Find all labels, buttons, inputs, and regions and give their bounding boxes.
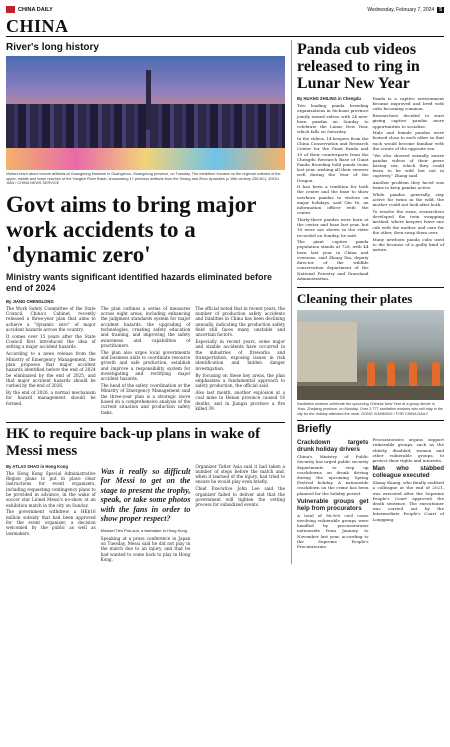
paper-name: CHINA DAILY: [18, 6, 53, 13]
article-paragraph: The official noted that in recent years, the number of production safety accidents and fatalities in China has been declining annually, indicating the production safety field still faces many unstable and uncertain factors.: [195, 305, 286, 338]
article-paragraph: It has been a tradition for both the center and the base to show newborn pandas to visitors on major holidays, said Qiu Ye, an information officer with the center.: [297, 184, 369, 216]
article-paragraph: Speaking at a press conference in Japan on Tuesday, Messi said he did not play in the match due to an injury, and that he had wanted to come back to play in Hong Kong.: [100, 535, 191, 562]
article-paragraph: Another problem they faced was twins to keep pandas active.: [372, 180, 444, 191]
article-paragraph: The Work Safety Committee of the State Council, China's Cabinet, recently released a three-year plan that aims to achieve a "dynamic zero" of major accident hazards across the country.: [6, 305, 96, 332]
main-headline[interactable]: Govt aims to bring major work accidents to a 'dynamic zero': [6, 191, 257, 267]
article-paragraph: In the videos, 14 keepers from the China Conservation and Research Center for the Giant Panda and 10 of their counterparts from the Chengdu Research Base of Giant Panda Breeding hold panda twins last year, wishing all their viewers well during the Year of the Dragon.: [297, 135, 369, 183]
panda-headline[interactable]: Panda cub videos released to ring in Lunar New Year: [297, 41, 420, 92]
article-paragraph: Panda is a captive environment became improved and bred with cubs becoming common.: [372, 96, 444, 112]
brief-body: A total of 96,000 civil cases involving vulnerable groups were handled by procuratorates nationwide from January to November last year, according to the Supreme People's Procuratorate.: [297, 512, 369, 550]
article-paragraph: Also last month, another explosion at a coal mine in Henan province caused 16 deaths, and in Jiangxi province a fire killed 39.: [195, 390, 286, 411]
main-byline: By JIANG CHENGLONG: [6, 298, 54, 304]
section-title: CHINA: [6, 16, 69, 36]
pull-quote: Was it really so difficult for Messi to get on the stage to present the trophy, speak, or take some photos with the fans in order to show proper respect?: [100, 466, 191, 523]
panda-article-body: [297, 96, 444, 282]
brief-body: Zhang Kuang, who fatally stabbed a colleague at the end of 2021, was executed after the Supreme People's Court approved the death sentence. The executioner was carried out by the Intermediate People's Court of Longgang.: [372, 480, 444, 522]
article-paragraph: Two leading panda breeding organizations in Sichuan province jointly issued videos with 24 new-born pandas on Sunday to celebrate the Lunar New Year, which falls on Saturday.: [297, 103, 369, 135]
brief-body: Procuratorates organs support vulnerable groups, such as the elderly, disabled, women and other vulnerable groups, to protect their rights and interests.: [372, 437, 444, 463]
hk-byline: By ATLAS SHAO in Hong Kong: [6, 463, 68, 469]
brief-headline[interactable]: Vulnerable groups get help from procurators: [297, 497, 369, 512]
issue-date: Wednesday, February 7, 2024: [367, 6, 435, 13]
panda-byline: By HUANG ZHILING in Chengdu: [297, 96, 361, 101]
article-paragraph: Chief Executive John Lee said the organizer failed to deliver and that the government will tighten the vetting process for subsidized events.: [195, 486, 286, 508]
photo-caption: Visitors learn about bronze artifacts at Guangdong Museum in Guangzhou, Guangdong province, on Tuesday. The exhibition focuses on the regional cultures of the upper, middle and lower reaches of the Yangtze River Basin, showcasing 17 precious artifacts from the Shang and Zhou dynasties (c 16th century-256 BC). ZHOU JIAN / CHINA NEWS SERVICE: [6, 172, 281, 186]
main-article-body: [6, 306, 285, 417]
article-paragraph: According to a news release from the Ministry of Emergency Management, the plan proposes that major accident hazards identified before the end of 2024 be eliminated by the end of 2025, and that major accident hazards should be curbed by the end of 2026.: [6, 351, 96, 389]
article-paragraph: Many newborn panda cubs used to die because of a guilty kind of nature.: [372, 236, 444, 252]
museum-photo: [6, 56, 285, 170]
right-column: [291, 40, 444, 564]
article-paragraph: The head of the safety coordination at the Ministry of Emergency Management said the three-year plan is a strategic move based on a comprehensive analysis of the current situation and production safety tasks.: [100, 383, 191, 415]
hk-headline[interactable]: HK to require back-up plans in wake of Messi mess: [6, 425, 261, 459]
cleaning-headline[interactable]: Cleaning their plates: [297, 287, 444, 307]
article-paragraph: The plan also urges local governments and business units to coordinate resource growth and safe production, establish and improve a responsibility system for investigating and rectifying major accident hazards.: [100, 349, 191, 382]
brief-headline[interactable]: Crackdown targets drunk holiday drivers: [297, 439, 369, 454]
article-paragraph: Thirty-three pandas were born at the center and base last year, but 18 were not shown in the video recorded on Sunday, he said.: [297, 216, 369, 238]
photo-kicker: River's long history: [6, 42, 99, 53]
photo-caption: Sanitation workers celebrate the upcoming Chinese New Year at a group dinner in Yiwu, Zhejiang province, on Monday. Over 2,777 sanitation workers who will stay in the city for the holiday attended the meal. GONG XIANMING / FOR CHINA DAILY: [297, 402, 444, 416]
article-paragraph: The Hong Kong Special Administrative Region plans to put in place clear instructions for event organizers, including requesting contingency plans to be provided in advance, in the wake of soccer star Lionel Messi's no-show at an exhibition match in the city on Sunday.: [6, 470, 96, 508]
china-daily-logo-icon: [6, 6, 15, 13]
article-paragraph: The government withdrew a HK$16 million subsidy that had been approved for the event organizer, a decision welcomed by the public as well as lawmakers.: [6, 509, 96, 536]
sanitation-workers-photo: [297, 310, 444, 400]
article-paragraph: It comes over 15 years after the State Council first introduced the idea of setting a major accident hazards.: [6, 333, 96, 350]
briefs-list: [297, 437, 444, 551]
article-paragraph: The plan outlines a series of measures across eight areas, including enhancing the judgment standards system for major accident hazards, the upgrading of technologies, creating safety education and training, and improving the safety awareness and capabilities of practitioners.: [100, 305, 191, 348]
article-paragraph: To resolve the issue, researchers developed the twin swapping method, where keepers leave one cub with the mother and care for the other, then swap them over.: [372, 209, 444, 235]
article-paragraph: Researchers decided to start giving captive pandas more opportunities to socialize.: [372, 113, 444, 129]
article-paragraph: By the end of 2026, a normal mechanism for hazard management should be formed.: [6, 390, 96, 406]
briefly-header: Briefly: [297, 420, 444, 435]
section-header: [6, 15, 444, 37]
masthead: [6, 4, 444, 15]
article-paragraph: "We also showed sexually aware pandas videos of their peers having sex, which they could learn to be wild but not in captivity," Zhang said.: [372, 152, 444, 179]
page-number: 5: [439, 6, 442, 13]
brief-body: China's Ministry of Public Security has urged public security departments to step up crackdowns on drunk driving during the upcoming Spring Festival holiday. A nationwide crackdown on the crime has been planned for the holiday period.: [297, 454, 369, 496]
article-paragraph: The giant captive panda population stands at 728, with 44 born last year in China and overseas, said Zhang Xin, deputy director of the wildlife conservation department of the National Forestry and Grassland Administration.: [297, 239, 369, 281]
pull-quote-attribution: Michael Tien Puk-sun, a lawmaker in Hong Kong: [100, 527, 187, 533]
brief-headline[interactable]: Man who stabbed colleague executed: [372, 465, 444, 480]
article-paragraph: While pandas generally stay active for twins in the wild, the mother could not look after both.: [372, 191, 444, 208]
hk-article-body: [6, 464, 285, 564]
main-dek: Ministry wants significant identified hazards eliminated before end of 2024: [6, 271, 273, 293]
left-column: [6, 40, 285, 564]
article-paragraph: Especially in recent years, some major and sizable accidents have occurred in the industries of fireworks and transportation, exposing issues in risk identification and hidden danger investigation.: [195, 339, 286, 371]
article-paragraph: By focusing on these key areas, the plan emphasizes a fundamental approach to safety production, the official said.: [195, 372, 286, 389]
article-paragraph: Organizer Tatler Asia said it had taken a number of steps before the match and, when it learned of the injury, had tried to ensure he would play even briefly.: [195, 463, 286, 485]
article-paragraph: Male and female pandas were housed close to each other so that each would become familiar with the scents of the opposite sex.: [372, 130, 444, 151]
